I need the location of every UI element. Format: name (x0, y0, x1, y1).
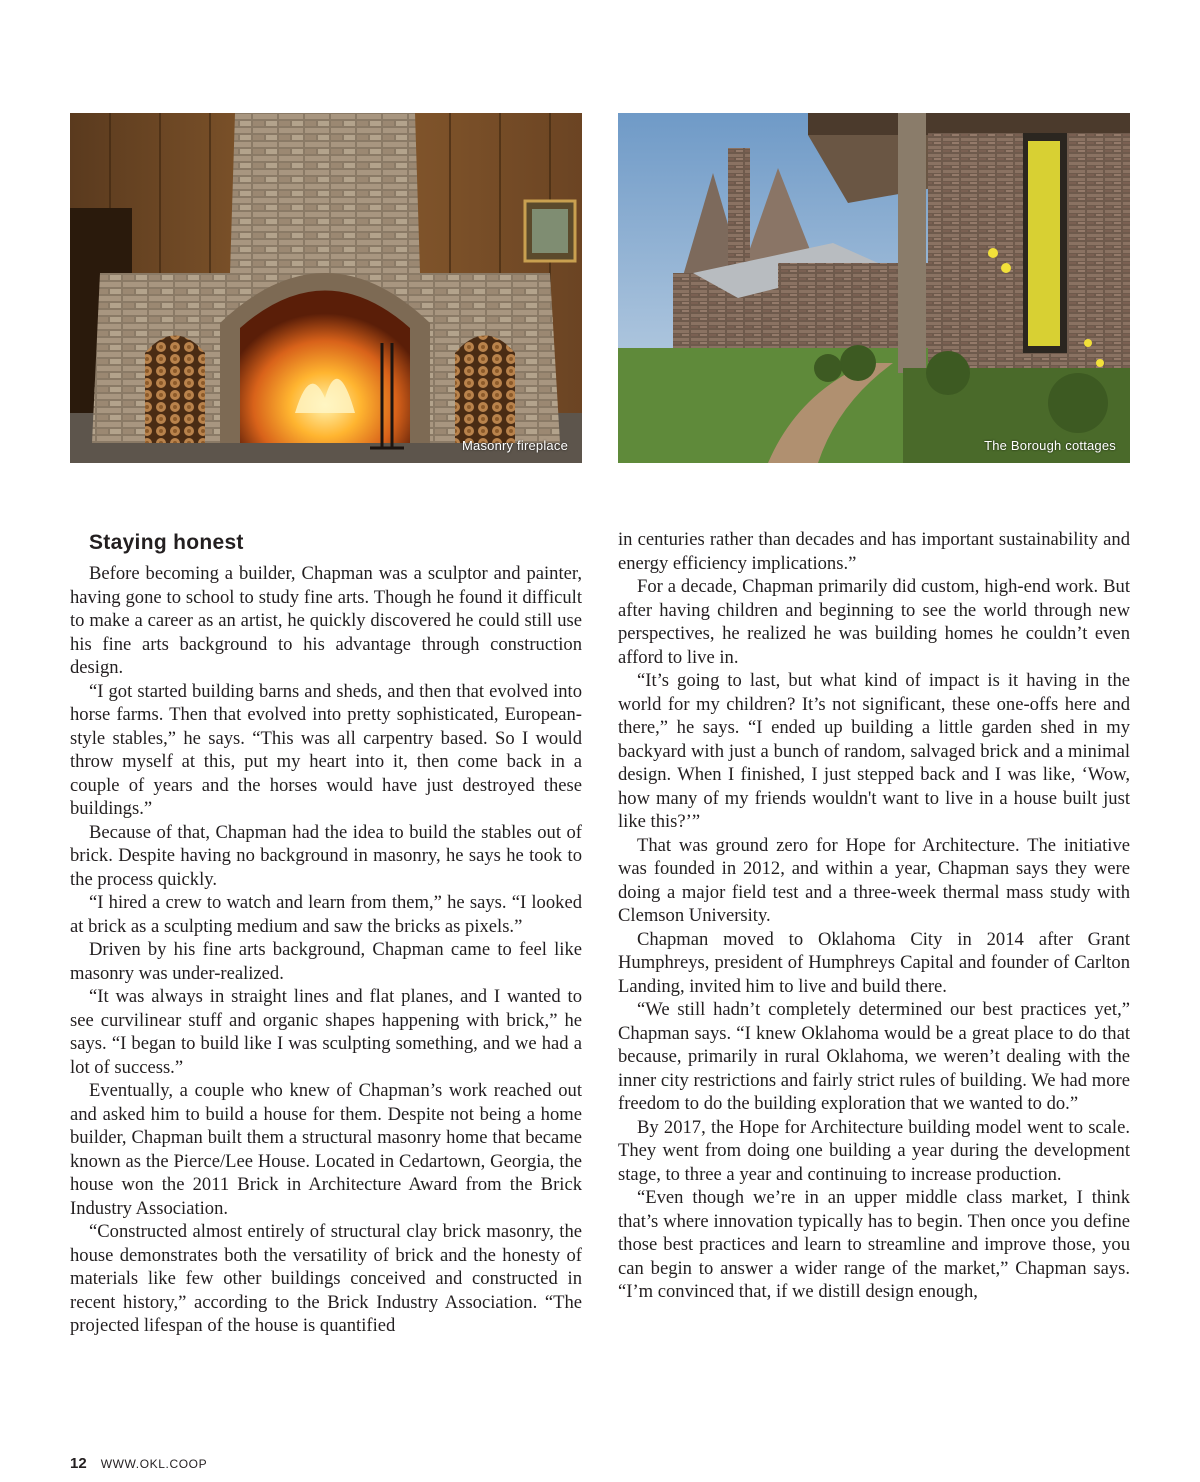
paragraph: “It was always in straight lines and flat planes, and I wanted to see curvilinear stuff and organic shapes happening with brick,” he says. “I began to build like I was sculpting something, and we had a lot of success.” (70, 986, 582, 1078)
paragraph: “Constructed almost entirely of structural clay brick masonry, the house demonstrates both the versatility of brick and the honesty of materials like few other buildings conceived and constructed in recent history,” according to the Brick Industry Association. “The projected lifespan of the house is quantified (70, 1221, 582, 1336)
paragraph: “We still hadn’t completely determined our best practices yet,” Chapman says. “I knew Oklahoma would be a great place to do that because, primarily in rural Oklahoma, we weren’t dealing with the inner city restrictions and fairly strict rules of building. We had more freedom to do the building exploration that we wanted to do.” (618, 999, 1130, 1114)
article-column-left (70, 528, 582, 1338)
cottages-illustration (618, 113, 1130, 463)
paragraph: “Even though we’re in an upper middle class market, I think that’s where innovation typically has to begin. Then once you define those best practices and learn to streamline and improve those, you can begin to answer a wider range of the market,” Chapman says. “I’m convinced that, if we distill design enough, (618, 1187, 1130, 1302)
article-column-right (618, 528, 1130, 1304)
paragraph: Before becoming a builder, Chapman was a sculptor and painter, having gone to school to study fine arts. Though he found it difficult to make a career as an artist, he quickly discovered he could still use his fine arts background to his advantage through construction design. (70, 563, 582, 678)
paragraph: By 2017, the Hope for Architecture building model went to scale. They went from doing one building a year during the development stage, to three a year and continuing to increase production. (618, 1116, 1130, 1185)
website-link[interactable]: WWW.OKL.COOP (100, 1457, 208, 1471)
borough-cottages-photo (618, 113, 1130, 463)
paragraph-continued: in centuries rather than decades and has important sustainability and energy efficiency implications.” (618, 529, 1130, 574)
section-heading: Staying honest (89, 531, 244, 554)
page-number: 12 (70, 1455, 87, 1472)
photo-caption: Masonry fireplace (462, 438, 568, 453)
paragraph: Chapman moved to Oklahoma City in 2014 after Grant Humphreys, president of Humphreys Capital and founder of Carlton Landing, invited him to live and build there. (618, 928, 1130, 997)
paragraph: For a decade, Chapman primarily did custom, high-end work. But after having children and beginning to see the world through new perspectives, he realized he was building homes he couldn’t even afford to live in. (618, 576, 1130, 668)
masonry-fireplace-photo (70, 113, 582, 463)
page-footer (70, 1455, 207, 1472)
photo-caption: The Borough cottages (984, 438, 1116, 453)
paragraph: That was ground zero for Hope for Architecture. The initiative was founded in 2012, and within a year, Chapman says they were doing a major field test and a three-week thermal mass study with Clemson University. (618, 834, 1130, 926)
paragraph: “It’s going to last, but what kind of impact is it having in the world for my children? It’s not significant, these one-offs here and there,” he says. “I ended up building a little garden shed in my backyard with just a bunch of random, salvaged brick and a minimal design. When I finished, I just stepped back and I was like, ‘Wow, how many of my friends wouldn't want to live in a house built just like this?’” (618, 670, 1130, 832)
paragraph: Driven by his fine arts background, Chapman came to feel like masonry was under-realized. (70, 939, 582, 984)
paragraph: “I hired a crew to watch and learn from them,” he says. “I looked at brick as a sculpting medium and saw the bricks as pixels.” (70, 892, 582, 937)
fireplace-illustration (70, 113, 582, 463)
paragraph: Because of that, Chapman had the idea to build the stables out of brick. Despite having no background in masonry, he says he took to the process quickly. (70, 821, 582, 890)
paragraph: Eventually, a couple who knew of Chapman’s work reached out and asked him to build a house for them. Despite not being a home builder, Chapman built them a structural masonry home that became known as the Pierce/Lee House. Located in Cedartown, Georgia, the house won the 2011 Brick in Architecture Award from the Brick Industry Association. (70, 1080, 582, 1219)
paragraph: “I got started building barns and sheds, and then that evolved into horse farms. Then that evolved into pretty sophisticated, European-style stables,” he says. “This was all carpentry based. So I would throw myself at this, put my heart into it, then come back in a couple of years and the horses would have just destroyed these buildings.” (70, 680, 582, 819)
